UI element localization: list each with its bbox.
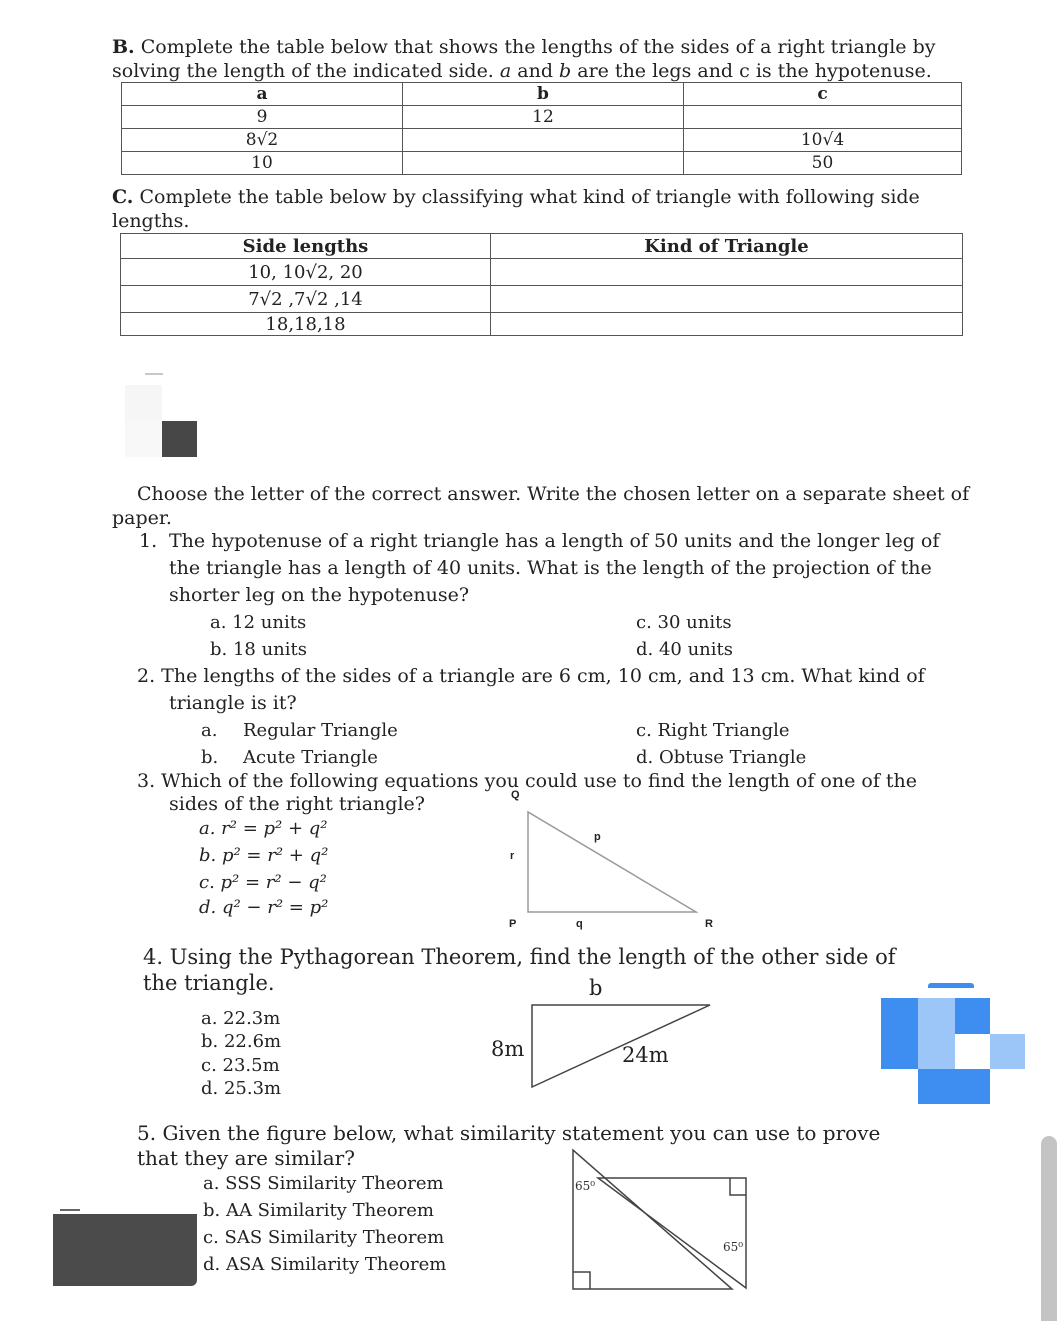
redaction-block [990, 1034, 1025, 1069]
q1-line2: the triangle has a length of 40 units. What is the length of the projection of the [169, 557, 932, 579]
q5-option-d[interactable]: d. ASA Similarity Theorem [203, 1254, 447, 1275]
q1-option-d[interactable]: d. 40 units [636, 639, 734, 660]
redaction-block [918, 1034, 955, 1069]
section-c-line1: C. Complete the table below by classifying what kind of triangle with following side [112, 186, 920, 208]
q5-triangles-figure [568, 1145, 758, 1295]
q5-option-b[interactable]: b. AA Similarity Theorem [203, 1200, 434, 1221]
q4-option-c[interactable]: c. 23.5m [201, 1055, 280, 1076]
q5-right-angle-marker [573, 1272, 590, 1289]
redaction-block [881, 998, 918, 1034]
table-b-header-b: b [403, 83, 684, 106]
q3-label-p: p [594, 831, 601, 843]
table-b [121, 82, 962, 175]
q2-line2: triangle is it? [169, 692, 297, 714]
q3-option-d[interactable]: d. q² − r² = p² [199, 897, 329, 918]
table-c-header-kind: Kind of Triangle [491, 234, 963, 259]
q4-option-d[interactable]: d. 25.3m [201, 1078, 282, 1099]
q2-option-b-letter: b. [201, 747, 219, 768]
redaction-block [881, 1034, 918, 1069]
q2-option-b[interactable]: Acute Triangle [243, 747, 378, 768]
q3-line1: 3. Which of the following equations you could use to find the length of one of the [137, 770, 918, 792]
table-b-header-c: c [684, 83, 962, 106]
table-cell: 10, 10√2, 20 [121, 259, 491, 286]
table-cell[interactable] [403, 152, 684, 175]
section-c-line2: lengths. [112, 210, 190, 232]
q3-triangle-figure [500, 785, 730, 935]
redaction-block [162, 421, 197, 457]
table-cell: 10 [122, 152, 403, 175]
table-row [122, 152, 962, 175]
q1-number: 1. [139, 530, 158, 552]
scrollbar-thumb[interactable] [1041, 1136, 1057, 1321]
q4-line2: the triangle. [143, 971, 275, 995]
q5-option-a[interactable]: a. SSS Similarity Theorem [203, 1173, 444, 1194]
q1-option-c[interactable]: c. 30 units [636, 612, 732, 633]
instructions-line1: Choose the letter of the correct answer. Write the chosen letter on a separate sheet of [137, 483, 970, 505]
table-c-header-sides: Side lengths [121, 234, 491, 259]
q1-option-a[interactable]: a. 12 units [210, 612, 307, 633]
table-b-header [122, 83, 962, 106]
q4-option-b[interactable]: b. 22.6m [201, 1031, 282, 1052]
table-cell: 10√4 [684, 129, 962, 152]
redaction-line [145, 373, 163, 375]
q2-option-c[interactable]: c. Right Triangle [636, 720, 790, 741]
table-row [121, 286, 963, 313]
q4-label-b: b [589, 976, 603, 1000]
q1-line1: The hypotenuse of a right triangle has a length of 50 units and the longer leg of [169, 530, 940, 552]
q2-line1: 2. The lengths of the sides of a triangle are 6 cm, 10 cm, and 13 cm. What kind of [137, 665, 925, 687]
table-row [121, 259, 963, 286]
table-cell: 8√2 [122, 129, 403, 152]
q3-triangle [528, 812, 696, 912]
q5-triangle-right [598, 1178, 746, 1288]
redaction-line [928, 983, 974, 988]
q5-line2: that they are similar? [137, 1146, 355, 1170]
q5-triangle-left [573, 1150, 732, 1289]
table-cell[interactable] [403, 129, 684, 152]
table-cell[interactable] [491, 286, 963, 313]
q4-line1: 4. Using the Pythagorean Theorem, find the length of the other side of [143, 945, 896, 969]
table-row [122, 106, 962, 129]
table-cell: 7√2 ,7√2 ,14 [121, 286, 491, 313]
q2-option-d[interactable]: d. Obtuse Triangle [636, 747, 807, 768]
q4-label-24m: 24m [622, 1043, 669, 1067]
table-row [121, 313, 963, 336]
table-cell[interactable] [684, 106, 962, 129]
section-b-line1: B. Complete the table below that shows the lengths of the sides of a right triangle by [112, 36, 936, 58]
q3-option-a[interactable]: a. r² = p² + q² [199, 818, 328, 839]
q1-line3: shorter leg on the hypotenuse? [169, 584, 470, 606]
q1-option-b[interactable]: b. 18 units [210, 639, 308, 660]
q5-angle-label-1: 65⁰ [575, 1179, 596, 1193]
q4-label-8m: 8m [491, 1037, 525, 1061]
section-c-label: C. [112, 186, 134, 208]
table-cell: 12 [403, 106, 684, 129]
q3-label-q: q [576, 918, 583, 930]
q4-triangle [532, 1005, 710, 1087]
q5-right-angle-marker [730, 1178, 746, 1195]
table-b-header-a: a [122, 83, 403, 106]
redaction-block [125, 385, 162, 421]
q3-label-R: R [705, 918, 713, 930]
table-cell: 18,18,18 [121, 313, 491, 336]
q5-line1: 5. Given the figure below, what similarity statement you can use to prove [137, 1121, 881, 1145]
table-cell: 9 [122, 106, 403, 129]
redaction-block [918, 1069, 990, 1104]
q2-option-a[interactable]: Regular Triangle [243, 720, 398, 741]
table-c [120, 233, 963, 336]
q5-option-c[interactable]: c. SAS Similarity Theorem [203, 1227, 445, 1248]
table-row [122, 129, 962, 152]
table-c-header [121, 234, 963, 259]
redaction-block [955, 998, 990, 1034]
redaction-block [53, 1214, 197, 1286]
q4-triangle-figure [520, 995, 720, 1095]
redaction-line [60, 1209, 80, 1211]
section-b-line2: solving the length of the indicated side. a and b are the legs and c is the hypotenuse. [112, 60, 932, 82]
q3-option-b[interactable]: b. p² = r² + q² [199, 845, 329, 866]
q3-label-Q: Q [511, 789, 520, 801]
q5-angle-label-2: 65⁰ [723, 1240, 744, 1254]
redaction-block [125, 421, 162, 457]
redaction-block [918, 998, 955, 1034]
table-cell[interactable] [491, 259, 963, 286]
section-b-label: B. [112, 36, 135, 58]
q3-label-r: r [510, 850, 515, 862]
q3-label-P: P [509, 918, 517, 930]
q3-line2: sides of the right triangle? [169, 793, 425, 815]
q2-option-a-letter: a. [201, 720, 218, 741]
instructions-line2: paper. [112, 507, 172, 529]
q4-option-a[interactable]: a. 22.3m [201, 1008, 281, 1029]
table-cell: 50 [684, 152, 962, 175]
q3-option-c[interactable]: c. p² = r² − q² [199, 872, 327, 893]
table-cell[interactable] [491, 313, 963, 336]
